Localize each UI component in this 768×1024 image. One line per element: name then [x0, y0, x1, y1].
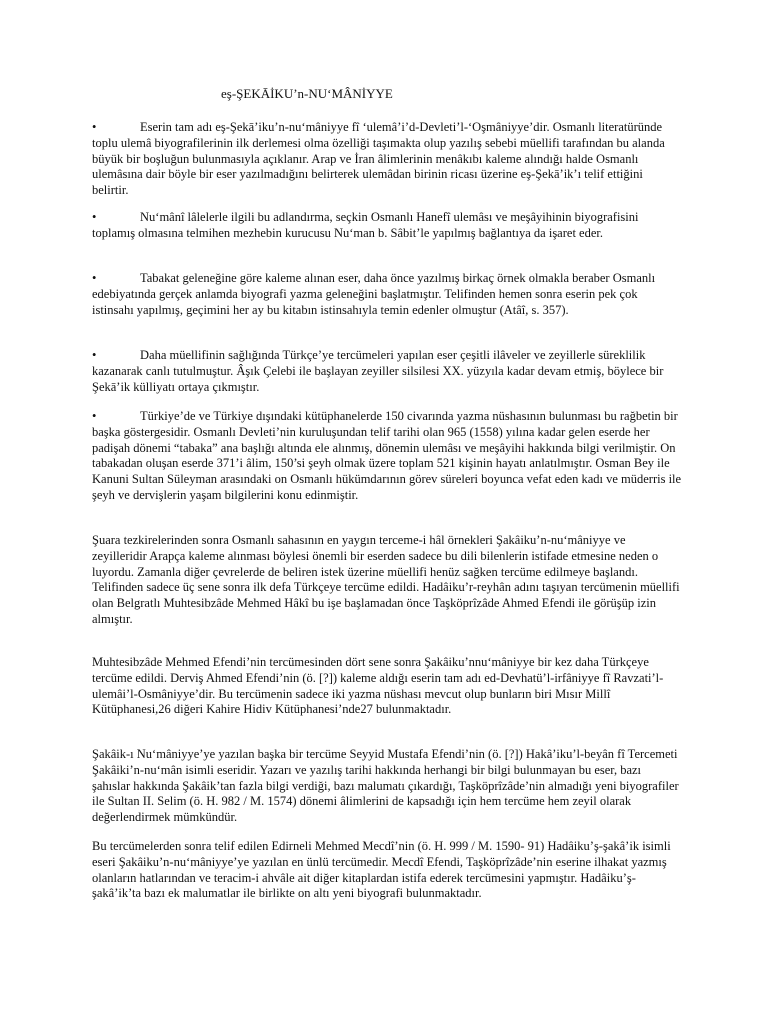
body-paragraph-2: Muhtesibzâde Mehmed Efendi’nin tercümesinden dört sene sonra Şakâiku’nnu‘mâniyye bir kez daha Türkçeye tercüme edildi. Derviş Ahmed Efendi’nin (ö. [?]) kaleme aldığı eserin tam adı ed-Devhatü’l-irfâniyye fî Ravzati’l-ulemâi’l-Osmâniyye’dir. Bu tercümenin sadece iki yazma nüshası mevcut olup bunların biri Mısır Millî Kütüphanesi,26 diğeri Kahire Hidiv Kütüphanesi’nde27 bulunmaktadır. [92, 655, 664, 717]
body-paragraph-1: Şuara tezkirelerinden sonra Osmanlı sahasının en yaygın terceme-i hâl örnekleri Şakâiku’n-nu‘mâniyye ve zeyilleridir Arapça kaleme alınması böylesi önemli bir eserden sadece bu dili bilenlerin istifade etmesine neden o luyordu. Zamanla diğer çevrelerde de beliren istek üzerine müellifi henüz sağken tercüme edilmeye başlandı. Telifinden sadece üç sene sonra ilk defa Türkçeye tercüme edildi. Hadâiku’r-reyhân adını taşıyan tercümenin müellifi olan Belgratlı Muhtesibzâde Mehmed Hâkî bu işe başlamadan önce Taşköprîzâde Ahmed Efendi ile görüşüp izin almıştır. [92, 533, 680, 626]
bullet-paragraph-4 [92, 348, 682, 395]
bullet-paragraph-text-1: Eserin tam adı eş-Şekā’iku’n-nu‘mâniyye fî ‘ulemâ’i’d-Devleti’l-‘Oşmâniyye’dir. Osmanlı literatüründe toplu ulemâ biyografilerinin ilk derlemesi olma özelliği taşımakta olup yazılış sebebi müellifi tarafından bu alanda büyük bir boşluğun bulunmasıyla açıklanır. Arap ve İran âlimlerinin menâkıbı kaleme alındığı halde Osmanlı ulemâsına dair böyle bir eser yazılmadığını belirterek ulemâdan birinin ricası üzerine eş-Şekā’ik’ı telif ettiğini belirtir. [92, 120, 665, 198]
bullet-paragraph-2 [92, 210, 682, 242]
bullet-paragraph-3 [92, 271, 682, 318]
bullet-marker-2: • [92, 210, 97, 224]
bullet-paragraph-1 [92, 120, 682, 199]
bullet-paragraph-text-5: Türkiye’de ve Türkiye dışındaki kütüphanelerde 150 civarında yazma nüshasının bulunması bu rağbetin bir başka göstergesidir. Osmanlı Devleti’nin kuruluşundan telif tarihi olan 965 (1558) yılına kadar gelen eserde her padişah dönemi “tabaka” ana başlığı altında ele alınmış, dönemin ulemâsı ve meşâyihi hakkında bilgi verilmiştir. On tabakadan oluşan eserde 371’i âlim, 150’si şeyh olmak üzere toplam 521 kişinin hayatı anlatılmıştır. Osman Bey ile Kanuni Sultan Süleyman arasındaki on Osmanlı hükümdarının görev süreleri boyunca vefat eden kadı ve müderris ile şeyh ve dervişlerin yaşam bilgilerini konu edinmiştir. [92, 409, 682, 502]
bullet-paragraph-5 [92, 409, 682, 504]
bullet-paragraph-text-4: Daha müellifinin sağlığında Türkçe’ye tercümeleri yapılan eser çeşitli ilâveler ve zeyillerle süreklilik kazanarak canlı tutulmuştur. Âşık Çelebi ile başlayan zeyiller silsilesi XX. yüzyıla kadar devam etmiş, böylece bir Şekā’ik külliyatı ortaya çıkmıştır. [92, 348, 664, 394]
body-paragraph-3: Şakâik-ı Nu‘mâniyye’ye yazılan başka bir tercüme Seyyid Mustafa Efendi’nin (ö. [?]) Hakâ’iku’l-beyân fî Tercemeti Şakâiki’n-nu‘mân isimli eseridir. Yazarı ve yazılış tarihi hakkında herhangi bir bilgi bulunmayan bu eser, bazı şahıslar hakkında Şakâik’tan fazla bilgi verdiği, bazı malumatı çıkardığı, Taşköprîzâde’nin almadığı yeni biyografiler ile Sultan II. Selim (ö. H. 982 / M. 1574) dönemi âlimlerini de kapsadığı için hem tercüme hem zeyil olarak değerlendirmek mümkündür. [92, 747, 679, 825]
bullet-paragraph-text-2: Nu‘mânî lâlelerle ilgili bu adlandırma, seçkin Osmanlı Hanefî ulemâsı ve meşâyihinin biyografisini toplamış olmasına telmihen mezhebin kurucusu Nu‘man b. Sâbit’le yapılmış bağlantıya da işaret eder. [92, 210, 639, 240]
document-title: eş-ŞEKĀİKU’n-NU‘MÂNİYYE [221, 86, 393, 101]
bullet-paragraph-text-3: Tabakat geleneğine göre kaleme alınan eser, daha önce yazılmış birkaç örnek olmakla beraber Osmanlı edebiyatında gerçek anlamda biyografi yazma geleneğini başlatmıştır. Telifinden hemen sonra eserin pek çok istinsahı yapılmış, geçimini her ay bu kitabın istinsahıyla temin edenler olmuştur (Atâî, s. 357). [92, 271, 656, 317]
bullet-marker-3: • [92, 271, 97, 285]
bullet-marker-5: • [92, 409, 97, 423]
bullet-marker-1: • [92, 120, 97, 134]
bullet-marker-4: • [92, 348, 97, 362]
body-paragraph-4: Bu tercümelerden sonra telif edilen Edirneli Mehmed Mecdî’nin (ö. H. 999 / M. 1590- 91) Hadâiku’ş-şakâ’ik isimli eseri Şakâiku’n-nu‘mâniyye’ye yazılan en ünlü tercümedir. Mecdî Efendi, Taşköprîzâde’nin eserine ilhakat yazmış olanların hatlarından ve teracim-i ahvâle ait diğer kitaplardan istifa ederek tercümesini yapmıştır. Hadâiku’ş-şakâ’ik’ta bazı ek malumatlar ile birlikte on altı yeni biyografi bulunmaktadır. [92, 839, 671, 901]
